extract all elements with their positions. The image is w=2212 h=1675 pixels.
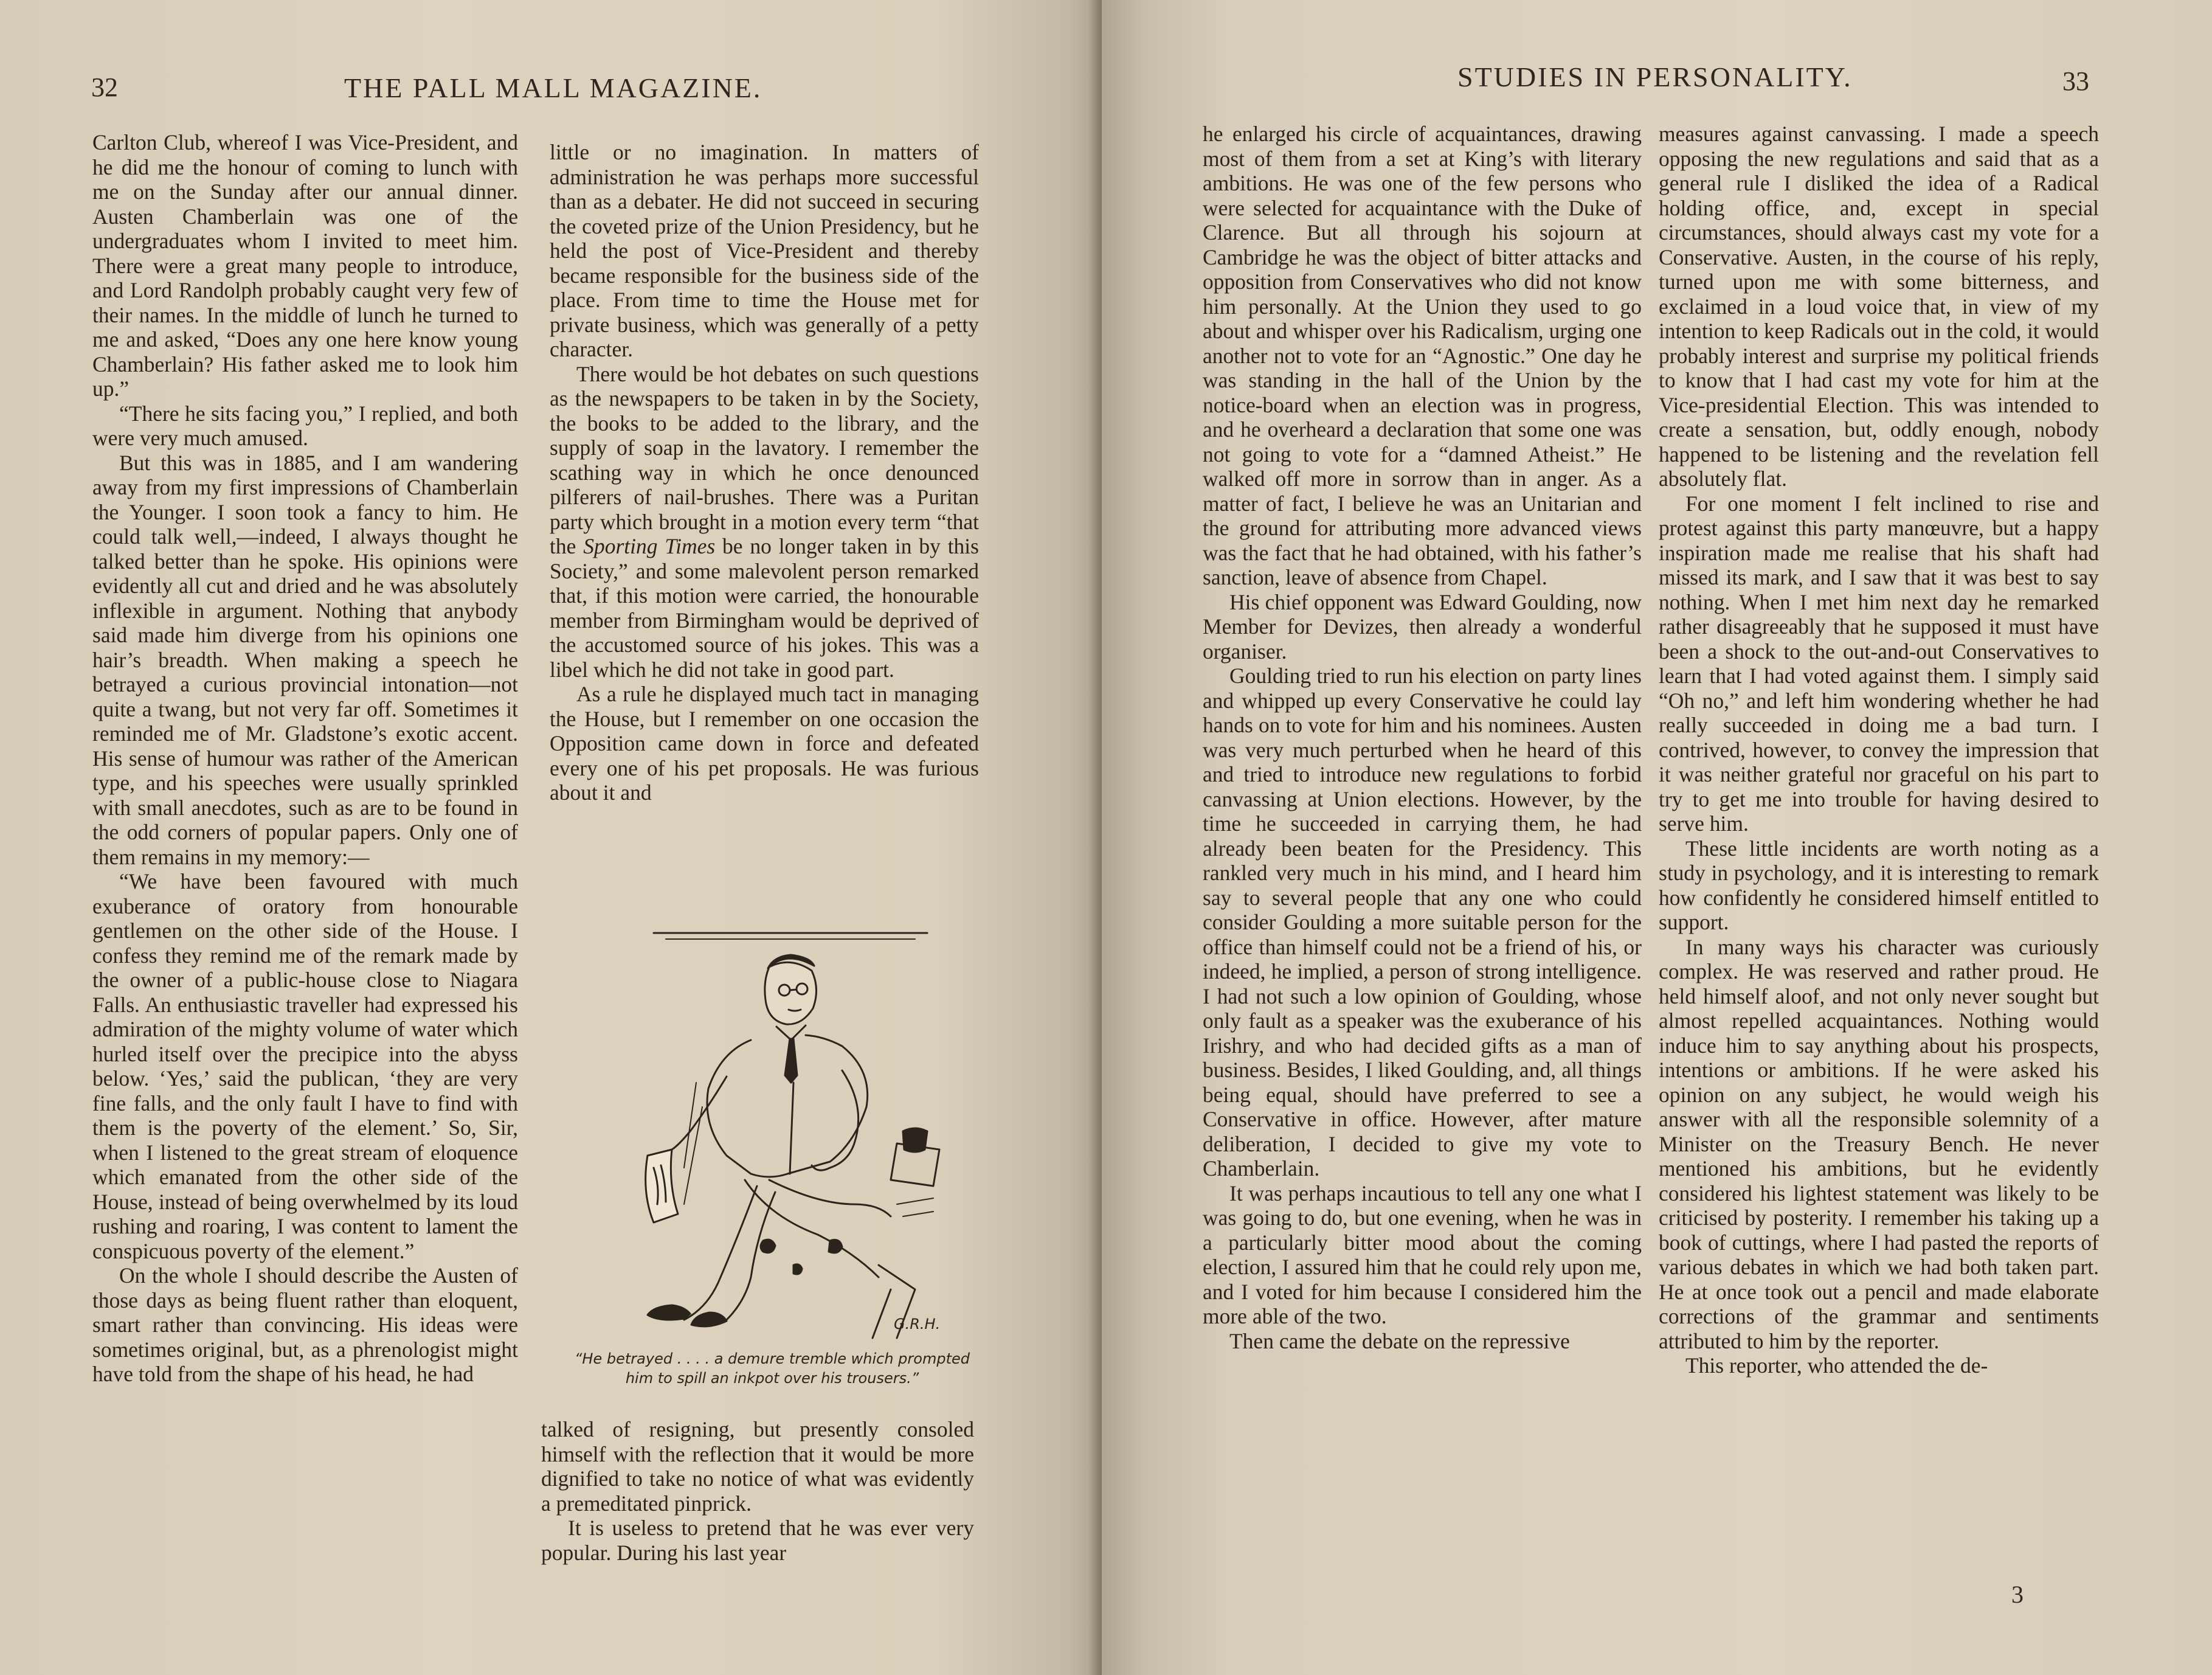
right-column-1 [1203,122,1642,1353]
left-column-2-bottom [541,1417,974,1565]
left-column-2-top [550,140,979,805]
paragraph: “We have been favoured with much exuberance of oratory from honourable gentlemen on the other side of the House. I confess they remind me of the remark made by the owner of a public-house close to Niagara Falls. An enthusiastic traveller had expressed his admiration of the mighty volume of water which hurled itself over the precipice into the abyss below. ‘Yes,’ said the publican, ‘they are very fine falls, and the only fault I have to find with them is the poverty of the element.’ So, Sir, when I listened to the great stream of eloquence which emanated from the other side of the House, instead of being overwhelmed by its loud rushing and roaring, I was content to lament the conspicuous poverty of the element.” [92,869,518,1263]
paragraph: His chief opponent was Edward Goulding, now Member for Devizes, then already a wonderful organiser. [1203,589,1642,664]
paragraph: little or no imagination. In matters of administration he was perhaps more successful than as a debater. He did not succeed in securing the coveted prize of the Union Presidency, but he held the post of Vice-President and thereby became responsible for the business side of the place. From time to time the House met for private business, which was generally of a petty character. [550,140,979,361]
right-running-head: STUDIES IN PERSONALITY. [1457,61,1853,92]
cartoon-illustration [611,924,952,1344]
paragraph: It is useless to pretend that he was ever very popular. During his last year [541,1516,974,1565]
left-running-head: THE PALL MALL MAGAZINE. [344,72,762,103]
paragraph: he enlarged his circle of acquaintances, drawing most of them from a set at King’s with literary ambitions. He was one of the few persons who were selected for acquaintance with the Duke of Clarence. But all through his sojourn at Cambridge he was the object of bitter attacks and opposition from Conservatives who did not know him personally. At the Union they used to go about and whisper over his Radicalism, urging one another not to vote for an “Agnostic.” One day he was standing in the hall of the Union by the notice-board when an election was in progress, and he overheard a declaration that some one was not going to vote for a “damned Atheist.” He walked off more in sorrow than in anger. As a matter of fact, I believe he was an Unitarian and the ground for attributing more advanced views was the fact that he had obtained, with his father’s sanction, leave of absence from Chapel. [1203,122,1642,589]
paragraph: As a rule he displayed much tact in managing the House, but I remember on one occasion the Opposition came down in force and defeated every one of his pet proposals. He was furious about it and [550,682,979,805]
paragraph: talked of resigning, but presently consoled himself with the reflection that it would be more dignified to take no notice of what was evidently a premeditated pinprick. [541,1417,974,1516]
right-column-2 [1659,122,2099,1378]
paragraph: It was perhaps incautious to tell any one what I was going to do, but one evening, when he was in a particularly bitter mood about the coming election, I assured him that he could rely upon me, and I voted for him because I considered him the more able of the two. [1203,1181,1642,1328]
illustration-caption [541,1349,1003,1388]
paragraph: Carlton Club, whereof I was Vice-President, and he did me the honour of coming to lunch with me on the Sunday after our annual dinner. Austen Chamberlain was one of the undergraduates whom I invited to meet him. There were a great many people to introduce, and Lord Randolph probably caught very few of their names. In the middle of lunch he turned to me and asked, “Does any one here know young Chamberlain? His father asked me to look him up.” [92,130,518,401]
paragraph: This reporter, who attended the de- [1685,1353,1988,1378]
caption-line-2: him to spill an inkpot over his trousers.” [625,1370,919,1387]
left-page-number: 32 [91,72,118,102]
paragraph: These little incidents are worth noting as a study in psychology, and it is interesting to remark how confidently he considered himself entitled to support. [1659,836,2099,934]
paragraph: But this was in 1885, and I am wandering away from my first impressions of Chamberlain the Younger. I soon took a fancy to him. He could talk well,—indeed, I always thought he talked better than he spoke. His opinions were evidently all cut and dried and he was absolutely inflexible in argument. Nothing that anybody said made him diverge from his opinions one hair’s breadth. When making a speech he betrayed a curious provincial intonation—not quite a twang, but not very far off. Sometimes it reminded me of Mr. Gladstone’s exotic accent. His sense of humour was rather of the American type, and his speeches were usually sprinkled with small anecdotes, such as are to be found in the odd corners of popular papers. Only one of them remains in my memory:— [92,450,518,869]
paragraph: On the whole I should describe the Austen of those days as being fluent rather than eloquent, smart rather than convincing. His ideas were sometimes original, but, as a phrenologist might have told from the shape of his head, he had [92,1263,518,1386]
paragraph: In many ways his character was curiously complex. He was reserved and rather proud. He held himself aloof, and not only never sought but almost repelled acquaintances. Nothing would induce him to say anything about his prospects, intentions or ambitions. If he were asked his opinion on any subject, he would weigh his answer with all the responsible solemnity of a Minister on the Treasury Bench. He never mentioned his ambitions, but he evidently considered his lightest statement was likely to be criticised by posterity. I remember his taking up a book of cuttings, where I had pasted the reports of various debates in which we had both taken part. He at once took out a pencil and made elaborate corrections of the grammar and sentiments attributed to him by the reporter. [1659,934,2099,1353]
right-page-number: 33 [2062,66,2089,96]
paragraph: There would be hot debates on such questions as the newspapers to be taken in by the Society, the books to be added to the library, and the supply of soap in the lavatory. I remember the scathing way in which he once denounced pilferers of nail-brushes. There was a Puritan party which brought in a motion every term “that the Sporting Times be no longer taken in by this Society,” and some malevolent person remarked that, if this motion were carried, the honourable member from Birmingham would be deprived of the accustomed source of his jokes. This was a libel which he did not take in good part. [550,361,979,682]
illustrator-signature: G.R.H. [894,1316,941,1333]
paragraph: measures against canvassing. I made a speech opposing the new regulations and said that as a general rule I disliked the idea of a Radical holding office, and, except in special circumstances, should always cast my vote for a Conservative. Austen, in the course of his reply, turned upon me with some bitterness, and exclaimed in a loud voice that, in view of my intention to keep Radicals out in the cold, it would probably interest and surprise my political friends to know that I had cast my vote for him at the Vice-presidential Election. This was intended to create a sensation, but, oddly enough, nobody happened to be listening and the revelation fell absolutely flat. [1659,122,2099,491]
right-page [1102,0,2212,1675]
paragraph: Goulding tried to run his election on party lines and whipped up every Conservative he could lay hands on to vote for him and his nominees. Austen was very much perturbed when he heard of this and tried to introduce new regulations to forbid canvassing at Union elections. However, by the time he succeeded in carrying them, he had already been beaten for the Presidency. This rankled very much in his mind, and I heard him say to several people that any one who could consider Goulding a more suitable person for the office than himself could not be a friend of his, or indeed, he implied, a person of strong intelligence. I had not such a low opinion of Goulding, whose only fault as a speaker was the exuberance of his Irishry, and who had decided gifts as a man of business. Besides, I liked Goulding, and, all things being equal, should have preferred to see a Conservative in office. However, after mature deliberation, I decided to give my vote to Chamberlain. [1203,664,1642,1181]
left-column-1 [92,130,518,1387]
paragraph: For one moment I felt inclined to rise and protest against this party manœuvre, but a happy inspiration made me realise that his shaft had missed its mark, and I saw that it was best to say nothing. When I met him next day he remarked rather disagreeably that he supposed it must have been a shock to the out-and-out Conservatives to learn that I had voted against them. I simply said “Oh no,” and left him wondering whether he had really succeeded in doing me a bad turn. I contrived, however, to convey the impression that it was neither grateful nor graceful on his part to try to get me into trouble for having desired to serve him. [1659,491,2099,836]
signature-mark: 3 [2011,1581,2024,1608]
paragraph: Then came the debate on the repressive [1229,1328,1570,1353]
caption-line-1: “He betrayed . . . . a demure tremble which prompted [575,1350,970,1367]
paragraph: “There he sits facing you,” I replied, and both were very much amused. [92,401,518,450]
left-page [0,0,1102,1675]
